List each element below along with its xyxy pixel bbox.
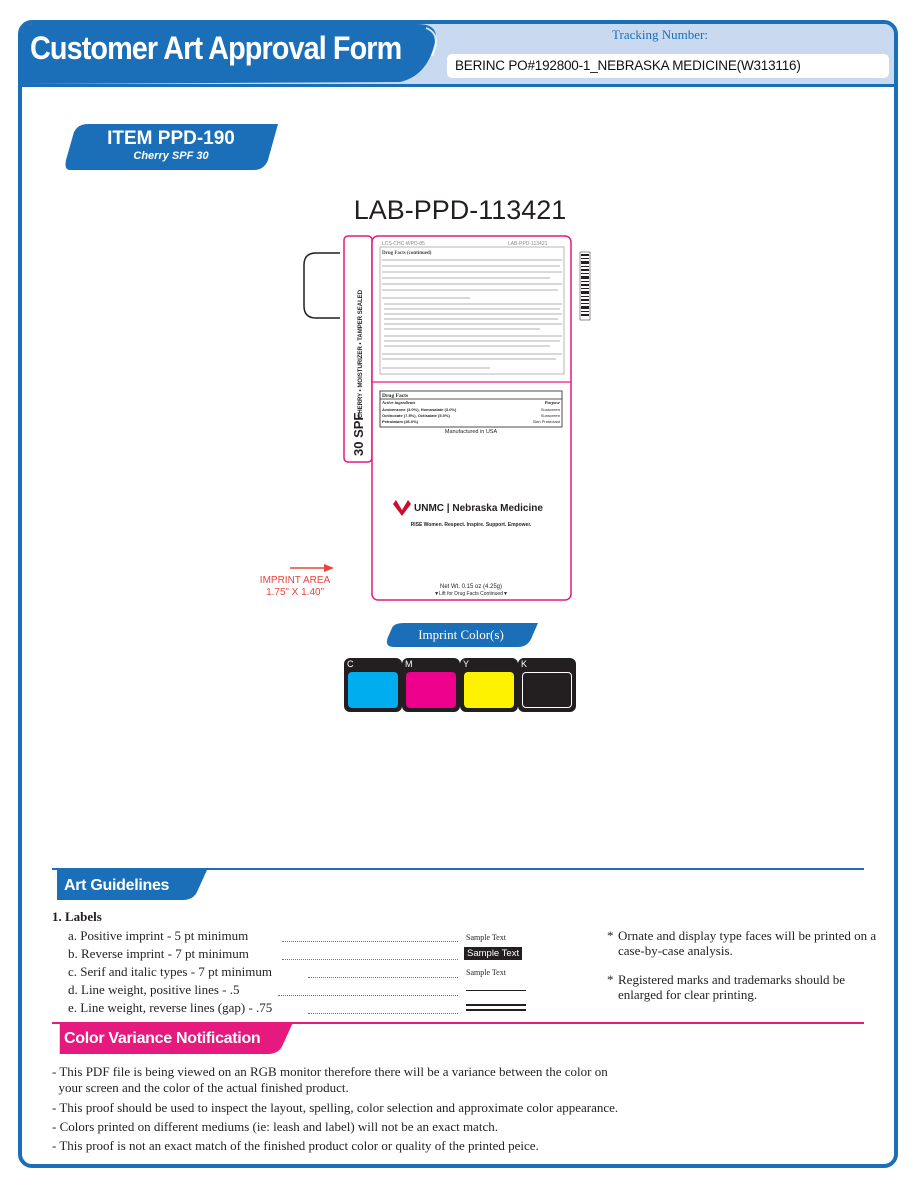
guideline-note-2: * Registered marks and trademarks should be enlarged for clear printing.	[607, 972, 877, 1002]
imprint-colors-title: Imprint Color(s)	[418, 627, 504, 642]
guideline-row-e: e. Line weight, reverse lines (gap) - .75	[68, 1000, 273, 1015]
ingredient-2-name: Octinoxate (7.5%), Octisalate (5.0%)	[382, 413, 450, 418]
imprint-arrow-icon	[290, 564, 334, 572]
brand-tagline: RISE Women. Respect. Inspire. Support. Empower.	[410, 522, 532, 528]
swatch-fill	[522, 672, 572, 708]
guideline-note-2-text: Registered marks and trademarks should be enlarged for clear printing.	[618, 972, 846, 1002]
sample-reverse-line	[466, 1004, 526, 1011]
swatch-cyan	[344, 658, 402, 712]
ingredient-2-purpose: Sunscreen	[540, 413, 560, 418]
item-title: ITEM PPD-190	[107, 128, 235, 149]
spf-text: 30 SPF	[351, 412, 366, 456]
art-guidelines-title: Art Guidelines	[64, 877, 170, 894]
label-top-left-code: LCS-CHC-WPD-85	[382, 241, 425, 247]
swatch-fill	[348, 672, 398, 708]
swatch-fill	[406, 672, 456, 708]
ingredient-1-name: Avobenzone (3.0%), Homosalate (3.0%)	[382, 407, 457, 412]
label-preview	[290, 228, 620, 608]
guideline-row-d: d. Line weight, positive lines - .5	[68, 982, 240, 997]
dot-leader	[282, 959, 458, 960]
dot-leader	[308, 977, 458, 978]
item-subtitle: Cherry SPF 30	[133, 150, 209, 162]
tracking-label: Tracking Number:	[612, 27, 708, 42]
swatch-magenta	[402, 658, 460, 712]
guideline-note-1: * Ornate and display type faces will be printed on a case-by-case analysis.	[607, 928, 877, 958]
variance-line-4: - Colors printed on different mediums (ie: leash and label) will not be an exact match.	[52, 1119, 498, 1134]
side-strip-text: CHERRY • MOISTURIZER • TAMPER SEALED	[358, 289, 364, 418]
swatch-yellow	[460, 658, 518, 712]
active-ingredients-heading: Active ingredients	[382, 400, 416, 405]
form-title: Customer Art Approval Form	[30, 30, 402, 66]
net-weight: Net Wt. 0.15 oz (4.25g)	[439, 584, 503, 590]
swatch-fill	[464, 672, 514, 708]
brand-name: UNMC | Nebraska Medicine	[414, 503, 543, 514]
variance-line-5: - This proof is not an exact match of the finished product color or quality of the printed peice.	[52, 1138, 539, 1153]
lift-instruction: ▼Lift for Drug Facts Continued▼	[434, 591, 508, 597]
swatch-letter: M	[405, 659, 413, 669]
ingredient-3-name: Petrolatum (46.0%)	[382, 419, 419, 424]
ingredient-3-purpose: Skin Protectant	[532, 419, 560, 424]
swatch-letter: C	[347, 659, 354, 669]
sample-positive-line	[466, 990, 526, 991]
labels-heading: 1. Labels	[52, 909, 102, 924]
lab-code: LAB-PPD-113421	[353, 195, 567, 225]
swatch-letter: K	[521, 659, 528, 669]
imprint-area-size: 1.75” X 1.40”	[266, 587, 324, 598]
drug-facts-continued: Drug Facts (continued)	[382, 251, 432, 256]
hang-tab-outline	[304, 253, 340, 318]
variance-line-3: - This proof should be used to inspect the layout, spelling, color selection and approximate color appearance.	[52, 1100, 619, 1115]
imprint-area-title: IMPRINT AREA	[259, 575, 331, 586]
guideline-note-1-text: Ornate and display type faces will be printed on a case-by-case analysis.	[618, 928, 877, 958]
sample-positive: Sample Text	[466, 933, 506, 942]
color-variance-title: Color Variance Notification	[64, 1030, 261, 1047]
purpose-heading: Purpose	[544, 400, 560, 405]
imprint-area-label	[254, 575, 336, 599]
guideline-row-b: b. Reverse imprint - 7 pt minimum	[68, 946, 249, 961]
swatch-letter: Y	[463, 659, 470, 669]
sample-reverse: Sample Text	[464, 947, 522, 960]
dot-leader	[308, 1013, 458, 1014]
manufactured-text: Manufactured in USA	[444, 429, 498, 435]
variance-line-1: - This PDF file is being viewed on an RGB monitor therefore there will be a variance between the color on	[52, 1064, 608, 1079]
label-top-right-code: LAB-PPD-113421	[508, 241, 548, 247]
drug-facts-title: Drug Facts	[382, 393, 409, 399]
tracking-number-field[interactable]: BERINC PO#192800-1_NEBRASKA MEDICINE(W313116)	[447, 54, 889, 78]
dot-leader	[282, 941, 458, 942]
sample-serif: Sample Text	[466, 968, 506, 977]
swatch-black	[518, 658, 576, 712]
guideline-row-a: a. Positive imprint - 5 pt minimum	[68, 928, 249, 943]
variance-line-2: your screen and the color of the actual finished product.	[52, 1080, 349, 1095]
barcode-icon	[580, 252, 590, 320]
dot-leader	[278, 995, 458, 996]
guideline-row-c: c. Serif and italic types - 7 pt minimum	[68, 964, 272, 979]
ingredient-1-purpose: Sunscreen	[540, 407, 560, 412]
